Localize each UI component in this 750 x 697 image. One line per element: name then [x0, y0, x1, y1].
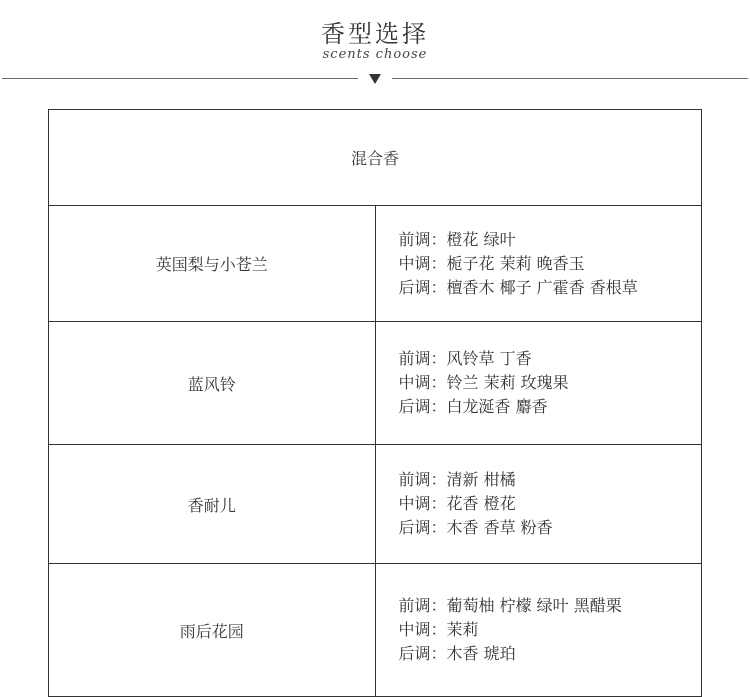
scent-notes-table [48, 109, 702, 697]
top-note: 前调：清新 柑橘 [398, 470, 516, 489]
top-note: 前调：葡萄柚 柠檬 绿叶 黑醋栗 [398, 596, 622, 615]
scent-name: 香耐儿 [49, 445, 376, 564]
scent-notes [375, 206, 702, 322]
table-heading-row [49, 110, 702, 206]
scent-notes [375, 564, 702, 697]
scent-notes [375, 322, 702, 445]
table-row [49, 206, 702, 322]
section-subtitle: scents choose [322, 47, 428, 62]
divider-right [392, 78, 748, 79]
middle-note: 中调：铃兰 茉莉 玫瑰果 [398, 373, 569, 392]
top-note: 前调：橙花 绿叶 [398, 229, 516, 249]
scent-name: 蓝风铃 [49, 322, 376, 445]
scent-notes [375, 445, 702, 564]
middle-note: 中调：栀子花 茉莉 晚香玉 [398, 253, 585, 273]
divider-left [2, 78, 358, 79]
base-note: 后调：檀香木 椰子 广霍香 香根草 [398, 277, 638, 297]
base-note: 后调：木香 琥珀 [398, 644, 516, 663]
table-row [49, 564, 702, 697]
section-heading [0, 0, 750, 100]
table-row [49, 322, 702, 445]
scent-name: 雨后花园 [49, 564, 376, 697]
middle-note: 中调：花香 橙花 [398, 494, 516, 513]
top-note: 前调：风铃草 丁香 [398, 349, 532, 368]
section-title: 香型选择 [321, 20, 429, 48]
base-note: 后调：白龙涎香 麝香 [398, 397, 548, 416]
scent-name: 英国梨与小苍兰 [49, 206, 376, 322]
middle-note: 中调：茉莉 [398, 620, 479, 639]
triangle-down-icon [369, 74, 381, 84]
table-heading: 混合香 [49, 110, 702, 206]
table-row [49, 445, 702, 564]
base-note: 后调：木香 香草 粉香 [398, 518, 553, 537]
